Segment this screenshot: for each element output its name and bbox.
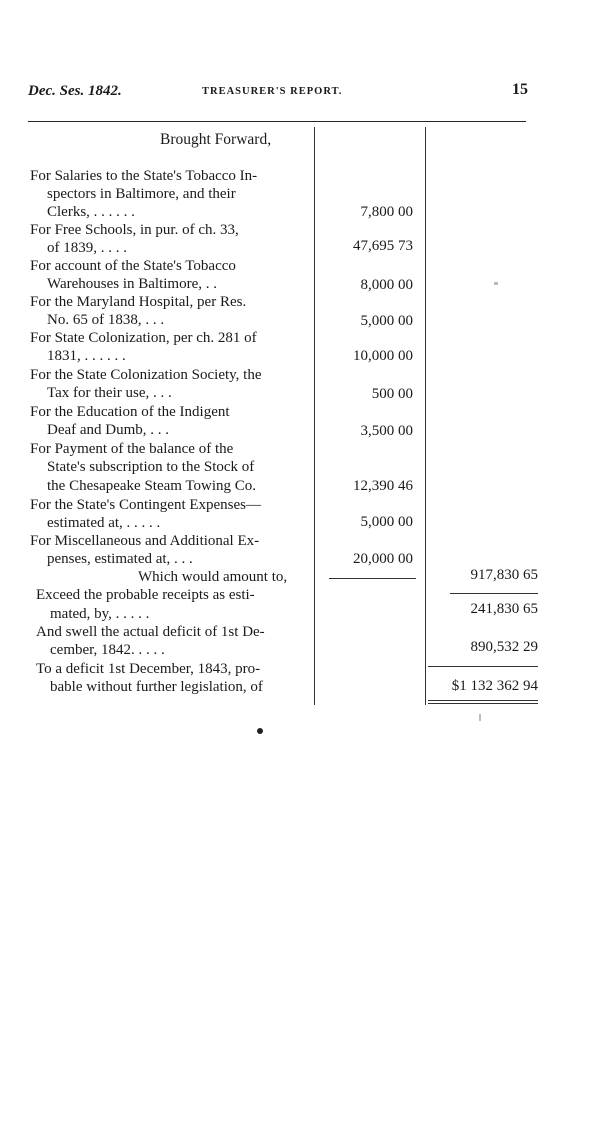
entry-amount: 10,000 00 [353,348,413,364]
header-rule [28,121,526,122]
summary-rule [428,666,538,667]
entry-amount: 500 00 [371,386,413,402]
page-speck [494,282,498,285]
column-rule-left [314,127,315,705]
entry-amount: 20,000 00 [353,551,413,567]
summary-line: Exceed the probable receipts as esti- [36,587,255,603]
summary-line: mated, by, . . . . . [50,606,150,622]
entry-amount: 5,000 00 [360,514,413,530]
entry-line: the Chesapeake Steam Towing Co. [47,478,257,494]
summary-line: bable without further legislation, of [50,679,263,695]
grand-total-double-rule [428,703,538,704]
entry-line: For Miscellaneous and Additional Ex- [30,533,260,549]
entry-line: estimated at, . . . . . [47,515,161,531]
entry-line: For the State Colonization Society, the [30,367,262,383]
entry-amount: 3,500 00 [360,423,413,439]
summary-line: To a deficit 1st December, 1843, pro- [36,661,261,677]
session-label: Dec. Ses. 1842. [28,83,122,99]
entry-line: For account of the State's Tobacco [30,258,236,274]
summary-line: And swell the actual deficit of 1st De- [36,624,265,640]
entry-line: For Free Schools, in pur. of ch. 33, [30,222,239,238]
grand-total-rule [428,700,538,701]
summary-line: cember, 1842. . . . . [50,642,165,658]
entry-line: 1831, . . . . . . [47,348,126,364]
entry-line: Clerks, . . . . . . [47,204,135,220]
brought-forward-label: Brought Forward, [160,131,272,148]
entry-amount: 12,390 46 [353,478,413,494]
subtotal-rule [329,578,416,579]
entry-line: For Salaries to the State's Tobacco In- [30,168,258,184]
column-rule-right [425,127,426,705]
entry-line: Tax for their use, . . . [47,385,172,401]
printer-mark [257,728,263,734]
entry-line: State's subscription to the Stock of [47,459,255,475]
entry-line: For the Maryland Hospital, per Res. [30,294,247,310]
entry-line: Warehouses in Baltimore, . . [47,276,218,292]
entry-line: of 1839, . . . . [47,240,127,256]
entry-line: penses, estimated at, . . . [47,551,193,567]
entry-line: For the Education of the Indigent [30,404,230,420]
entry-amount: 47,695 73 [353,238,413,254]
entry-line: Deaf and Dumb, . . . [47,422,170,438]
summary-amount: 890,532 29 [470,639,538,655]
summary-amount: 241,830 65 [470,601,538,617]
entry-amount: 5,000 00 [360,313,413,329]
entry-line: For State Colonization, per ch. 281 of [30,330,257,346]
entry-line: For the State's Contingent Expenses— [30,497,262,513]
entry-amount: 8,000 00 [360,277,413,293]
entry-line: For Payment of the balance of the [30,441,234,457]
entry-amount: 7,800 00 [360,204,413,220]
summary-rule [450,593,538,594]
entry-line: No. 65 of 1838, . . . [47,312,165,328]
page-number: 15 [512,81,528,98]
page-speck [479,714,481,721]
running-title: TREASURER'S REPORT. [202,86,343,97]
grand-total-amount: $1 132 362 94 [451,678,538,694]
summary-line: Which would amount to, [138,569,288,585]
summary-amount: 917,830 65 [470,567,538,583]
entry-line: spectors in Baltimore, and their [47,186,236,202]
